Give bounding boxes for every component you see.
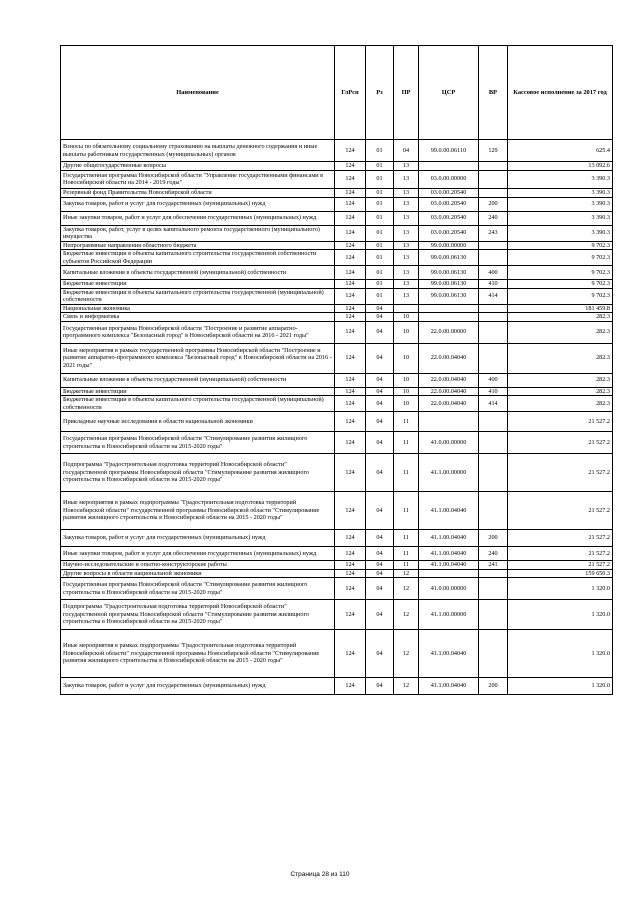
- row-csr-cell: 41.1.00.04040: [419, 492, 479, 530]
- row-glrsp-cell: 124: [335, 547, 366, 561]
- row-pr-cell: 13: [394, 288, 419, 304]
- row-glrsp-cell: 124: [335, 578, 366, 600]
- row-glrsp-cell: 124: [335, 321, 366, 343]
- row-vr-cell: [479, 250, 508, 266]
- row-name-cell: Бюджетные инвестиции в объекты капитального строительства государственной (муниципальной) собственности: [61, 288, 335, 304]
- row-pr-cell: 13: [394, 266, 419, 280]
- table-row: [61, 412, 613, 432]
- row-pr-cell: 04: [394, 140, 419, 162]
- table-row: [61, 547, 613, 561]
- row-rz-cell: 04: [366, 547, 394, 561]
- row-csr-cell: 41.1.00.04040: [419, 561, 479, 570]
- row-name-cell: Бюджетные инвестиции в объекты капитального строительства государственной собственности субъектов Российской Федерации: [61, 250, 335, 266]
- row-sum-cell: 9 702.3: [508, 266, 613, 280]
- row-name-cell: Научно-исследовательские и опытно-конструкторские работы: [61, 561, 335, 570]
- row-vr-cell: [479, 630, 508, 678]
- row-rz-cell: 01: [366, 170, 394, 188]
- row-csr-cell: 41.0.00.00000: [419, 432, 479, 454]
- row-pr-cell: 10: [394, 396, 419, 412]
- row-vr-cell: 414: [479, 288, 508, 304]
- table-row: [61, 561, 613, 570]
- row-rz-cell: 04: [366, 492, 394, 530]
- row-glrsp-cell: 124: [335, 162, 366, 171]
- row-pr-cell: 10: [394, 321, 419, 343]
- row-sum-cell: 21 527.2: [508, 454, 613, 492]
- row-name-cell: Иные закупки товаров, работ и услуг для обеспечения государственных (муниципальных) нужд: [61, 547, 335, 561]
- row-pr-cell: 10: [394, 387, 419, 396]
- row-pr-cell: 12: [394, 678, 419, 695]
- row-vr-cell: [479, 412, 508, 432]
- row-csr-cell: 41.1.00.04040: [419, 678, 479, 695]
- row-sum-cell: 9 702.3: [508, 250, 613, 266]
- row-vr-cell: [479, 313, 508, 322]
- table-row: [61, 569, 613, 578]
- row-vr-cell: 400: [479, 373, 508, 387]
- row-glrsp-cell: 124: [335, 241, 366, 250]
- row-name-cell: Иные мероприятия в рамках государственной программы Новосибирской области "Построение и развитие аппаратно-программного комплекса "Безопасный город" в Новосибирской области на 2016 - 2021 годы": [61, 343, 335, 373]
- table-row: [61, 432, 613, 454]
- row-rz-cell: 01: [366, 250, 394, 266]
- row-name-cell: Закупка товаров, работ и услуг для государственных (муниципальных) нужд: [61, 530, 335, 547]
- row-vr-cell: 200: [479, 530, 508, 547]
- row-vr-cell: [479, 492, 508, 530]
- row-name-cell: Бюджетные инвестиции: [61, 387, 335, 396]
- row-glrsp-cell: 124: [335, 140, 366, 162]
- row-name-cell: Прикладные научные исследования в области национальной экономики: [61, 412, 335, 432]
- row-glrsp-cell: 124: [335, 569, 366, 578]
- row-rz-cell: 01: [366, 280, 394, 289]
- row-sum-cell: 282.3: [508, 373, 613, 387]
- row-pr-cell: 11: [394, 530, 419, 547]
- row-vr-cell: 243: [479, 225, 508, 241]
- row-name-cell: Иные закупки товаров, работ и услуг для обеспечения государственных (муниципальных) нужд: [61, 211, 335, 225]
- table-row: [61, 162, 613, 171]
- row-glrsp-cell: 124: [335, 304, 366, 313]
- row-pr-cell: 13: [394, 162, 419, 171]
- row-name-cell: Резервный фонд Правительства Новосибирской области: [61, 188, 335, 197]
- row-glrsp-cell: 124: [335, 432, 366, 454]
- row-vr-cell: [479, 321, 508, 343]
- row-vr-cell: 241: [479, 561, 508, 570]
- row-vr-cell: [479, 162, 508, 171]
- row-sum-cell: 1 320.0: [508, 630, 613, 678]
- row-rz-cell: 04: [366, 412, 394, 432]
- row-name-cell: Связь и информатика: [61, 313, 335, 322]
- row-csr-cell: 41.0.00.00000: [419, 578, 479, 600]
- row-rz-cell: 04: [366, 454, 394, 492]
- row-sum-cell: 181 459.8: [508, 304, 613, 313]
- row-rz-cell: 01: [366, 162, 394, 171]
- row-pr-cell: 12: [394, 630, 419, 678]
- row-sum-cell: 21 527.2: [508, 561, 613, 570]
- row-vr-cell: [479, 170, 508, 188]
- table-row: [61, 170, 613, 188]
- row-name-cell: Подпрограмма "Градостроительная подготовка территорий Новосибирской области" государственной программы Новосибирской области "Стимулирование развития жилищного строительства в Новосибирской области на 2015-2020 годы": [61, 600, 335, 630]
- row-csr-cell: 03.0.00.00000: [419, 170, 479, 188]
- row-pr-cell: 13: [394, 241, 419, 250]
- row-sum-cell: 282.3: [508, 321, 613, 343]
- row-glrsp-cell: 124: [335, 396, 366, 412]
- row-vr-cell: 200: [479, 678, 508, 695]
- table-row: [61, 225, 613, 241]
- row-rz-cell: 01: [366, 288, 394, 304]
- row-name-cell: Капитальные вложения в объекты государственной (муниципальной) собственности: [61, 373, 335, 387]
- row-rz-cell: 04: [366, 569, 394, 578]
- row-vr-cell: [479, 454, 508, 492]
- row-sum-cell: 9 702.3: [508, 288, 613, 304]
- row-pr-cell: 11: [394, 547, 419, 561]
- row-csr-cell: 22.0.00.04040: [419, 387, 479, 396]
- row-csr-cell: 03.0.00.20540: [419, 188, 479, 197]
- row-vr-cell: [479, 569, 508, 578]
- row-vr-cell: [479, 241, 508, 250]
- row-name-cell: Государственная программа Новосибирской области "Стимулирование развития жилищного строительства в Новосибирской области на 2015-2020 годы": [61, 432, 335, 454]
- row-sum-cell: 625.4: [508, 140, 613, 162]
- row-csr-cell: 99.0.00.00000: [419, 241, 479, 250]
- row-glrsp-cell: 124: [335, 678, 366, 695]
- row-pr-cell: 13: [394, 225, 419, 241]
- row-rz-cell: 04: [366, 373, 394, 387]
- row-vr-cell: 410: [479, 280, 508, 289]
- row-csr-cell: [419, 304, 479, 313]
- row-csr-cell: 22.0.00.00000: [419, 321, 479, 343]
- table-row: [61, 678, 613, 695]
- row-vr-cell: [479, 188, 508, 197]
- row-pr-cell: 10: [394, 313, 419, 322]
- page-number: Страница 28 из 110: [290, 871, 350, 878]
- row-name-cell: Государственная программа Новосибирской области "Построение и развитие аппаратно-программного комплекса "Безопасный город" в Новосибирской области на 2016 - 2021 годы": [61, 321, 335, 343]
- table-row: [61, 492, 613, 530]
- row-vr-cell: [479, 600, 508, 630]
- row-vr-cell: [479, 343, 508, 373]
- row-glrsp-cell: 124: [335, 211, 366, 225]
- row-sum-cell: 3 390.3: [508, 211, 613, 225]
- row-rz-cell: 04: [366, 561, 394, 570]
- row-pr-cell: 13: [394, 188, 419, 197]
- row-pr-cell: 13: [394, 197, 419, 211]
- row-sum-cell: 13 092.6: [508, 162, 613, 171]
- row-glrsp-cell: 124: [335, 197, 366, 211]
- table-row: [61, 304, 613, 313]
- row-csr-cell: 22.0.00.04040: [419, 396, 479, 412]
- row-pr-cell: 10: [394, 343, 419, 373]
- row-pr-cell: 11: [394, 432, 419, 454]
- row-pr-cell: 13: [394, 280, 419, 289]
- row-sum-cell: 282.3: [508, 343, 613, 373]
- row-sum-cell: 1 320.0: [508, 678, 613, 695]
- row-vr-cell: [479, 304, 508, 313]
- row-rz-cell: 04: [366, 578, 394, 600]
- row-sum-cell: 21 527.2: [508, 412, 613, 432]
- row-rz-cell: 01: [366, 225, 394, 241]
- row-name-cell: Капитальные вложения в объекты государственной (муниципальной) собственности: [61, 266, 335, 280]
- table-row: [61, 197, 613, 211]
- row-pr-cell: 13: [394, 250, 419, 266]
- row-glrsp-cell: 124: [335, 266, 366, 280]
- row-sum-cell: 282.3: [508, 313, 613, 322]
- row-name-cell: Взносы по обязательному социальному страхованию на выплаты денежного содержания и иные выплаты работникам государственных (муниципальных) органов: [61, 140, 335, 162]
- row-rz-cell: 01: [366, 266, 394, 280]
- row-sum-cell: 3 390.3: [508, 170, 613, 188]
- row-name-cell: Национальная экономика: [61, 304, 335, 313]
- row-name-cell: Подпрограмма "Градостроительная подготовка территорий Новосибирской области" государственной программы Новосибирской области "Стимулирование развития жилищного строительства в Новосибирской области на 2015-2020 годы": [61, 454, 335, 492]
- row-glrsp-cell: 124: [335, 412, 366, 432]
- row-csr-cell: 03.0.00.20540: [419, 197, 479, 211]
- row-vr-cell: [479, 578, 508, 600]
- row-glrsp-cell: 124: [335, 454, 366, 492]
- row-csr-cell: 41.1.00.04040: [419, 630, 479, 678]
- row-glrsp-cell: 124: [335, 530, 366, 547]
- row-glrsp-cell: 124: [335, 170, 366, 188]
- table-row: [61, 313, 613, 322]
- row-rz-cell: 04: [366, 387, 394, 396]
- row-rz-cell: 04: [366, 313, 394, 322]
- row-name-cell: Государственная программа Новосибирской области "Стимулирование развития жилищного строительства в Новосибирской области на 2015-2020 годы": [61, 578, 335, 600]
- row-csr-cell: 22.0.00.04040: [419, 343, 479, 373]
- row-vr-cell: 240: [479, 547, 508, 561]
- row-vr-cell: [479, 432, 508, 454]
- table-row: [61, 387, 613, 396]
- table-row: [61, 211, 613, 225]
- row-sum-cell: 3 390.3: [508, 188, 613, 197]
- row-sum-cell: 282.3: [508, 396, 613, 412]
- row-sum-cell: 9 702.3: [508, 241, 613, 250]
- row-rz-cell: 04: [366, 600, 394, 630]
- row-vr-cell: 410: [479, 387, 508, 396]
- row-sum-cell: 21 527.2: [508, 530, 613, 547]
- row-sum-cell: 9 702.3: [508, 280, 613, 289]
- table-row: [61, 454, 613, 492]
- table-row: [61, 266, 613, 280]
- row-glrsp-cell: 124: [335, 387, 366, 396]
- row-name-cell: Бюджетные инвестиции в объекты капитального строительства государственной (муниципальной) собственности: [61, 396, 335, 412]
- row-rz-cell: 01: [366, 211, 394, 225]
- row-name-cell: Иные мероприятия в рамках подпрограммы "Градостроительная подготовка территорий Новосибирской области" государственной программы Новосибирской области "Стимулирование развития жилищного строительства в Новосибирской области на 2015 - 2020 годы": [61, 492, 335, 530]
- row-sum-cell: 282.3: [508, 387, 613, 396]
- row-name-cell: Непрограммные направления областного бюджета: [61, 241, 335, 250]
- row-pr-cell: 11: [394, 492, 419, 530]
- row-glrsp-cell: 124: [335, 188, 366, 197]
- header-vr: ВР: [479, 46, 508, 140]
- table-row: [61, 188, 613, 197]
- table-row: [61, 600, 613, 630]
- table-row: [61, 250, 613, 266]
- row-sum-cell: 21 527.2: [508, 492, 613, 530]
- row-pr-cell: [394, 304, 419, 313]
- row-csr-cell: 22.0.00.04040: [419, 373, 479, 387]
- row-csr-cell: 99.0.00.06110: [419, 140, 479, 162]
- row-rz-cell: 01: [366, 197, 394, 211]
- row-name-cell: Бюджетные инвестиции: [61, 280, 335, 289]
- row-rz-cell: 04: [366, 678, 394, 695]
- row-pr-cell: 12: [394, 600, 419, 630]
- row-csr-cell: 99.0.00.06130: [419, 250, 479, 266]
- row-rz-cell: 04: [366, 530, 394, 547]
- table-body: [61, 140, 613, 695]
- row-pr-cell: 11: [394, 561, 419, 570]
- row-vr-cell: 240: [479, 211, 508, 225]
- table-row: [61, 288, 613, 304]
- row-csr-cell: 99.0.00.06130: [419, 288, 479, 304]
- row-rz-cell: 04: [366, 396, 394, 412]
- header-csr: ЦСР: [419, 46, 479, 140]
- row-glrsp-cell: 124: [335, 600, 366, 630]
- row-glrsp-cell: 124: [335, 492, 366, 530]
- row-pr-cell: 13: [394, 170, 419, 188]
- row-rz-cell: 04: [366, 343, 394, 373]
- row-sum-cell: 159 650.3: [508, 569, 613, 578]
- row-name-cell: Закупка товаров, работ и услуг для государственных (муниципальных) нужд: [61, 197, 335, 211]
- table-row: [61, 630, 613, 678]
- row-glrsp-cell: 124: [335, 225, 366, 241]
- row-csr-cell: 99.0.00.06130: [419, 266, 479, 280]
- row-glrsp-cell: 124: [335, 288, 366, 304]
- row-csr-cell: 99.0.00.06130: [419, 280, 479, 289]
- table-row: [61, 530, 613, 547]
- row-glrsp-cell: 124: [335, 313, 366, 322]
- header-row: [61, 46, 613, 140]
- row-csr-cell: 03.0.00.20540: [419, 211, 479, 225]
- row-csr-cell: 41.1.00.04040: [419, 547, 479, 561]
- row-rz-cell: 04: [366, 304, 394, 313]
- table-row: [61, 241, 613, 250]
- row-glrsp-cell: 124: [335, 343, 366, 373]
- row-rz-cell: 01: [366, 140, 394, 162]
- row-pr-cell: 10: [394, 373, 419, 387]
- row-pr-cell: 11: [394, 412, 419, 432]
- row-vr-cell: 200: [479, 197, 508, 211]
- budget-table: [60, 45, 613, 695]
- row-sum-cell: 21 527.2: [508, 547, 613, 561]
- row-glrsp-cell: 124: [335, 373, 366, 387]
- table-row: [61, 373, 613, 387]
- table-row: [61, 321, 613, 343]
- row-vr-cell: 414: [479, 396, 508, 412]
- row-sum-cell: 1 320.0: [508, 600, 613, 630]
- row-glrsp-cell: 124: [335, 561, 366, 570]
- row-name-cell: Другие общегосударственные вопросы: [61, 162, 335, 171]
- row-pr-cell: 12: [394, 578, 419, 600]
- row-csr-cell: [419, 412, 479, 432]
- header-name: Наименование: [61, 46, 335, 140]
- row-sum-cell: 1 320.0: [508, 578, 613, 600]
- row-name-cell: Другие вопросы в области национальной экономики: [61, 569, 335, 578]
- row-rz-cell: 04: [366, 321, 394, 343]
- row-vr-cell: 129: [479, 140, 508, 162]
- table-row: [61, 343, 613, 373]
- row-pr-cell: 13: [394, 211, 419, 225]
- header-pr: ПР: [394, 46, 419, 140]
- row-pr-cell: 11: [394, 454, 419, 492]
- row-name-cell: Иные мероприятия в рамках подпрограммы "Градостроительная подготовка территорий Новосибирской области" государственной программы Новосибирской области "Стимулирование развития жилищного строительства в Новосибирской области на 2015 - 2020 годы": [61, 630, 335, 678]
- row-sum-cell: 21 527.2: [508, 432, 613, 454]
- table-header: [61, 46, 613, 140]
- row-rz-cell: 04: [366, 432, 394, 454]
- row-csr-cell: [419, 569, 479, 578]
- header-sum: Кассовое исполнение за 2017 год: [508, 46, 613, 140]
- row-glrsp-cell: 124: [335, 630, 366, 678]
- header-glrsp: ГлРсп: [335, 46, 366, 140]
- table-row: [61, 140, 613, 162]
- table-row: [61, 578, 613, 600]
- row-sum-cell: 3 390.3: [508, 225, 613, 241]
- row-vr-cell: 400: [479, 266, 508, 280]
- row-glrsp-cell: 124: [335, 250, 366, 266]
- row-rz-cell: 01: [366, 188, 394, 197]
- table-row: [61, 396, 613, 412]
- row-rz-cell: 01: [366, 241, 394, 250]
- row-csr-cell: 03.0.00.20540: [419, 225, 479, 241]
- row-name-cell: Закупка товаров, работ, услуг в целях капитального ремонта государственного (муниципального) имущества: [61, 225, 335, 241]
- table-row: [61, 280, 613, 289]
- row-name-cell: Закупка товаров, работ и услуг для государственных (муниципальных) нужд: [61, 678, 335, 695]
- row-csr-cell: [419, 313, 479, 322]
- row-csr-cell: 41.1.00.04040: [419, 530, 479, 547]
- row-pr-cell: 12: [394, 569, 419, 578]
- header-rz: Рз: [366, 46, 394, 140]
- row-csr-cell: [419, 162, 479, 171]
- row-csr-cell: 41.1.00.00000: [419, 600, 479, 630]
- row-csr-cell: 41.1.00.00000: [419, 454, 479, 492]
- row-sum-cell: 3 390.3: [508, 197, 613, 211]
- row-glrsp-cell: 124: [335, 280, 366, 289]
- row-rz-cell: 04: [366, 630, 394, 678]
- row-name-cell: Государственная программа Новосибирской области "Управление государственными финансами в Новосибирской области на 2014 - 2019 годы": [61, 170, 335, 188]
